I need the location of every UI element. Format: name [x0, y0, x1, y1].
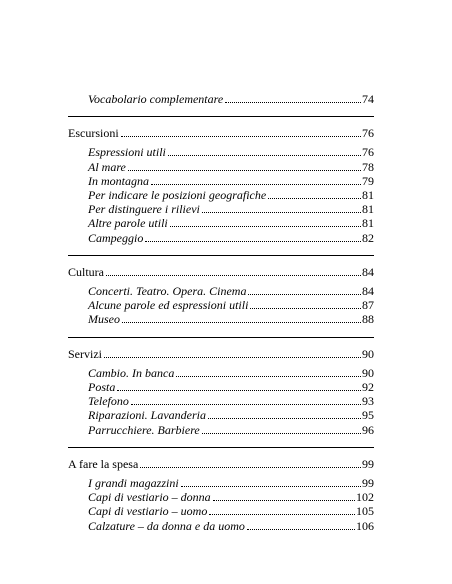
toc-entry — [68, 160, 374, 174]
dot-leader — [122, 322, 361, 323]
toc-entry-label: A fare la spesa — [68, 456, 139, 471]
dot-leader — [151, 184, 361, 185]
dot-leader — [209, 514, 355, 515]
toc-section-heading — [68, 126, 374, 140]
toc-entry-label: Escursioni — [68, 126, 119, 141]
toc-entry — [68, 380, 374, 394]
toc-entry-label: Posta — [88, 380, 116, 395]
toc-entry-label: Museo — [88, 312, 120, 327]
dot-leader — [181, 486, 361, 487]
toc-entry-label: Alcune parole ed espressioni utili — [88, 298, 249, 313]
toc-page-number: 105 — [356, 504, 374, 519]
toc-entry — [68, 202, 374, 216]
toc-entry — [68, 284, 374, 298]
toc-page-number: 88 — [362, 312, 374, 327]
dot-leader — [202, 212, 361, 213]
toc-entry — [68, 188, 374, 202]
toc-page-number: 92 — [362, 380, 374, 395]
toc-entry-label: Al mare — [88, 159, 126, 174]
toc-entry-label: Per distinguere i rilievi — [88, 202, 200, 217]
toc-entry — [68, 145, 374, 159]
toc-entry — [68, 490, 374, 504]
dot-leader — [117, 390, 361, 391]
toc-page-number: 90 — [362, 346, 374, 361]
toc-entry — [68, 216, 374, 230]
dot-leader — [213, 500, 355, 501]
toc-entry-label: Cultura — [68, 264, 104, 279]
toc-entry-label: In montagna — [88, 173, 149, 188]
toc-section-heading — [68, 347, 374, 361]
toc-page-number: 96 — [362, 422, 374, 437]
toc-entry-label: Telefono — [88, 394, 129, 409]
toc-entry-label: Per indicare le posizioni geografiche — [88, 188, 267, 203]
dot-leader — [176, 376, 361, 377]
dot-leader — [225, 102, 361, 103]
toc-entry-label: Campeggio — [88, 230, 144, 245]
dot-leader — [250, 308, 361, 309]
table-of-contents — [68, 92, 374, 533]
toc-entry-label: Parrucchiere. Barbiere — [88, 422, 200, 437]
toc-entry — [68, 312, 374, 326]
dot-leader — [170, 226, 361, 227]
toc-page-number: 74 — [362, 92, 374, 106]
toc-page-number: 95 — [362, 408, 374, 423]
toc-entry-label: Espressioni utili — [88, 145, 166, 160]
toc-entry — [68, 298, 374, 312]
toc-entry-label: Cambio. In banca — [88, 365, 175, 380]
toc-entry-label: Capi di vestiario – donna — [88, 490, 211, 505]
toc-entry-label: Riparazioni. Lavanderia — [88, 408, 207, 423]
toc-page-number: 99 — [362, 476, 374, 491]
toc-entry-label: I grandi magazzini — [88, 476, 179, 491]
toc-entry — [68, 394, 374, 408]
section-divider — [68, 337, 374, 338]
toc-page-number: 76 — [362, 126, 374, 141]
toc-entry-label: Concerti. Teatro. Opera. Cinema — [88, 284, 247, 299]
toc-page-number: 76 — [362, 145, 374, 160]
dot-leader — [128, 170, 361, 171]
dot-leader — [202, 433, 361, 434]
section-divider — [68, 116, 374, 117]
toc-page-number: 99 — [362, 456, 374, 471]
toc-section-heading — [68, 457, 374, 471]
toc-entry — [68, 504, 374, 518]
dot-leader — [247, 529, 355, 530]
dot-leader — [145, 241, 361, 242]
toc-entry-label: Calzature – da donna e da uomo — [88, 518, 245, 533]
toc-page-number: 84 — [362, 284, 374, 299]
dot-leader — [268, 198, 361, 199]
toc-page-number: 81 — [362, 202, 374, 217]
toc-entry — [68, 423, 374, 437]
toc-entry — [68, 476, 374, 490]
toc-page-number: 106 — [356, 518, 374, 533]
toc-entry-label: Capi di vestiario – uomo — [88, 504, 208, 519]
toc-page-number: 90 — [362, 365, 374, 380]
dot-leader — [121, 136, 361, 137]
toc-page-number: 87 — [362, 298, 374, 313]
toc-section-heading — [68, 265, 374, 279]
toc-page-number: 81 — [362, 188, 374, 203]
toc-page-number: 93 — [362, 394, 374, 409]
dot-leader — [208, 418, 361, 419]
toc-page-number: 102 — [356, 490, 374, 505]
toc-entry-label: Vocabolario complementare — [88, 92, 224, 106]
toc-entry — [68, 231, 374, 245]
toc-page-number: 79 — [362, 173, 374, 188]
toc-entry — [68, 519, 374, 533]
toc-page-number: 81 — [362, 216, 374, 231]
toc-entry — [68, 408, 374, 422]
toc-page-number: 82 — [362, 230, 374, 245]
section-divider — [68, 255, 374, 256]
dot-leader — [106, 275, 361, 276]
toc-entry-label: Servizi — [68, 346, 102, 361]
toc-page-number: 78 — [362, 159, 374, 174]
toc-entry-label: Altre parole utili — [88, 216, 168, 231]
section-divider — [68, 447, 374, 448]
dot-leader — [248, 294, 361, 295]
dot-leader — [168, 155, 361, 156]
toc-entry — [68, 174, 374, 188]
dot-leader — [131, 404, 361, 405]
dot-leader — [140, 467, 361, 468]
dot-leader — [104, 357, 361, 358]
toc-page-number: 84 — [362, 264, 374, 279]
toc-entry — [68, 366, 374, 380]
toc-entry-intro — [68, 92, 374, 106]
